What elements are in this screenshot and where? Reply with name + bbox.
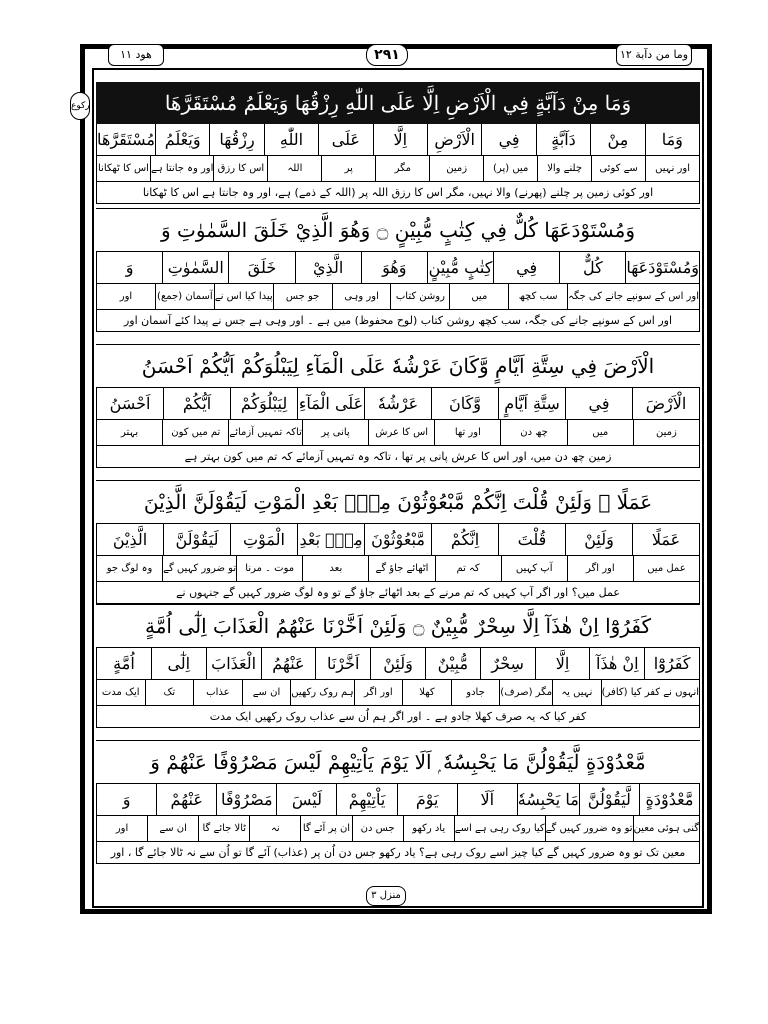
arabic-word-cell: اللّٰهِ xyxy=(265,124,319,156)
arabic-word-cell: اِلَّا xyxy=(536,648,591,680)
arabic-word-cell: اِنَّكُمْ xyxy=(432,524,499,556)
urdu-translation-line: اور اس کے سونپے جانے کی جگہ، سب کچھ روشن کتاب (لوح محفوظ) میں ہے ۔ اور وہی ہے جس نے پیدا کئے آسمان اور xyxy=(96,310,700,332)
arabic-word-cell: مَصْرُوْفًا xyxy=(217,784,277,816)
page-number: ٢٩١ xyxy=(366,44,408,66)
arabic-word-cell: اِلٰٓى xyxy=(152,648,207,680)
ayah-block xyxy=(96,344,700,468)
meaning-row xyxy=(96,680,700,706)
arabic-word-cell: دَآبَّةٍ xyxy=(537,124,591,156)
urdu-meaning-cell: آسمان (جمع) xyxy=(156,284,215,310)
arabic-word-cell: وَيَعْلَمُ xyxy=(156,124,210,156)
urdu-meaning-cell: کیا روک رہی ہے اسے xyxy=(455,816,546,842)
meaning-row xyxy=(96,284,700,310)
arabic-word-cell: سِتَّةِ اَيَّامٍ xyxy=(499,388,566,420)
urdu-meaning-cell: چھ دن xyxy=(501,420,567,446)
urdu-meaning-cell: انہوں نے کفر کیا (کافر) xyxy=(602,680,700,706)
urdu-meaning-cell: بعد xyxy=(303,556,369,582)
ayah-arabic-line: مَّعْدُوْدَةٍ لَّيَقُوْلُنَّ مَا يَحْبِسُهٗ ۭ اَلَا يَوْمَ يَاْتِيْهِمْ لَيْسَ مَصْرُوْفًا عَنْهُمْ وَ xyxy=(96,740,700,784)
word-row xyxy=(96,124,700,156)
urdu-translation-line: عمل میں؟ اور اگر آپ کہیں کہ تم مرنے کے بعد اٹھائے جاؤ گے تو وہ لوگ ضرور کہیں گے جنہوں نے xyxy=(96,582,700,604)
urdu-meaning-cell: ان سے xyxy=(243,680,292,706)
urdu-meaning-cell: آپ کہیں xyxy=(502,556,568,582)
arabic-word-cell: يَاْتِيْهِمْ xyxy=(337,784,397,816)
arabic-word-cell: فِي xyxy=(494,252,560,284)
meaning-row xyxy=(96,156,700,182)
ayah-arabic-line: الْاَرْضَ فِي سِتَّةِ اَيَّامٍ وَّكَانَ عَرْشُهٗ عَلَى الْمَآءِ لِيَبْلُوَكُمْ اَيُّكُمْ اَحْسَنُ xyxy=(96,344,700,388)
arabic-word-cell: رِزْقُهَا xyxy=(210,124,264,156)
urdu-translation-line: معین تک تو وہ ضرور کہیں گے کیا چیز اسے روک رہی ہے؟ یاد رکھو جس دن اُن پر (عذاب) آئے گا تو اُن سے نہ ٹالا جائے گا ، اور xyxy=(96,842,700,864)
arabic-word-cell: سِحْرٌ xyxy=(481,648,536,680)
arabic-word-cell: الَّذِيْ xyxy=(296,252,362,284)
arabic-word-cell: وَ xyxy=(97,252,163,284)
urdu-meaning-cell: کہ تم xyxy=(436,556,502,582)
urdu-meaning-cell: تم میں کون xyxy=(163,420,229,446)
urdu-meaning-cell: اور اگر xyxy=(568,556,634,582)
urdu-meaning-cell: اور نہیں xyxy=(646,156,700,182)
arabic-word-cell: مُّبِيْنٌ xyxy=(426,648,481,680)
arabic-word-cell: قُلْتَ xyxy=(499,524,566,556)
urdu-meaning-cell: اللہ xyxy=(268,156,322,182)
arabic-word-cell: لِيَبْلُوَكُمْ xyxy=(231,388,298,420)
arabic-word-cell: وَهُوَ xyxy=(362,252,428,284)
urdu-meaning-cell: اور xyxy=(97,284,156,310)
urdu-meaning-cell: چلنے والا xyxy=(538,156,592,182)
urdu-meaning-cell: اور وہ جانتا ہے xyxy=(151,156,214,182)
urdu-meaning-cell: مگر xyxy=(376,156,430,182)
arabic-word-cell: مِنْۢ بَعْدِ xyxy=(298,524,365,556)
arabic-word-cell: الْاَرْضَ xyxy=(633,388,700,420)
word-row xyxy=(96,648,700,680)
urdu-meaning-cell: کھلا xyxy=(403,680,452,706)
urdu-meaning-cell: جس دن xyxy=(353,816,404,842)
arabic-word-cell: يَوْمَ xyxy=(398,784,458,816)
urdu-meaning-cell: میں xyxy=(450,284,509,310)
ayah-arabic-line: كَفَرُوْٓا اِنْ هٰذَآ اِلَّا سِحْرٌ مُّبِيْنٌ ۝ وَلَئِنْ اَخَّرْنَا عَنْهُمُ الْعَذَابَ اِلٰٓى اُمَّةٍ xyxy=(96,604,700,648)
arabic-word-cell: عَلَى xyxy=(319,124,373,156)
urdu-meaning-cell: اس کا عرش xyxy=(369,420,435,446)
urdu-meaning-cell: ایک مدت xyxy=(97,680,146,706)
urdu-meaning-cell: سب کچھ xyxy=(509,284,568,310)
meaning-row xyxy=(96,816,700,842)
manzil-label: منزل ٣ xyxy=(366,886,406,906)
urdu-meaning-cell: اس کا ٹھکانا xyxy=(97,156,151,182)
arabic-word-cell: لَيَقُوْلَنَّ xyxy=(164,524,231,556)
arabic-word-cell: الْعَذَابَ xyxy=(207,648,262,680)
arabic-word-cell: فِي xyxy=(482,124,536,156)
urdu-meaning-cell: پر xyxy=(322,156,376,182)
urdu-meaning-cell: تو ضرور کہیں گے xyxy=(163,556,237,582)
urdu-meaning-cell: وہ لوگ جو xyxy=(97,556,163,582)
arabic-word-cell: السَّمٰوٰتِ xyxy=(163,252,229,284)
arabic-word-cell: اَحْسَنُ xyxy=(97,388,164,420)
urdu-meaning-cell: تاکہ تمہیں آزمائے xyxy=(229,420,303,446)
arabic-word-cell: الْمَوْتِ xyxy=(231,524,298,556)
urdu-meaning-cell: پانی پر xyxy=(303,420,369,446)
meaning-row xyxy=(96,556,700,582)
urdu-meaning-cell: تو وہ ضرور کہیں گے xyxy=(546,816,634,842)
arabic-word-cell: وَّكَانَ xyxy=(432,388,499,420)
urdu-meaning-cell: اور اس کے سونپے جانے کی جگہ xyxy=(568,284,700,310)
arabic-word-cell: كَفَرُوْٓا xyxy=(645,648,700,680)
urdu-meaning-cell: جو جس xyxy=(274,284,333,310)
arabic-word-cell: مَّبْعُوْثُوْنَ xyxy=(365,524,432,556)
arabic-word-cell: وَ xyxy=(97,784,157,816)
ayah-arabic-line: وَمَا مِنْ دَآبَّةٍ فِي الْاَرْضِ اِلَّا عَلَى اللّٰهِ رِزْقُهَا وَيَعْلَمُ مُسْتَقَرَّهَا xyxy=(96,82,700,124)
urdu-meaning-cell: اور تھا xyxy=(435,420,501,446)
urdu-meaning-cell: اور وہی xyxy=(333,284,392,310)
word-row xyxy=(96,388,700,420)
word-row xyxy=(96,252,700,284)
word-row xyxy=(96,524,700,556)
arabic-word-cell: كِتٰبٍ مُّبِيْنٍ xyxy=(428,252,494,284)
urdu-meaning-cell: بہتر xyxy=(97,420,163,446)
urdu-meaning-cell: پیدا کیا اس نے xyxy=(215,284,274,310)
juz-name-label: وما من دآبة ١٢ xyxy=(616,44,692,66)
urdu-meaning-cell: ان سے xyxy=(148,816,199,842)
arabic-word-cell: اَلَا xyxy=(458,784,518,816)
ayah-block xyxy=(96,740,700,864)
word-row xyxy=(96,784,700,816)
arabic-word-cell: عَنْهُمُ xyxy=(262,648,317,680)
ayah-arabic-line: وَمُسْتَوْدَعَهَا كُلٌّ فِي كِتٰبٍ مُّبِيْنٍ ۝ وَهُوَ الَّذِيْ خَلَقَ السَّمٰوٰتِ وَ xyxy=(96,208,700,252)
urdu-meaning-cell: ہم روک رکھیں xyxy=(291,680,354,706)
urdu-meaning-cell: یاد رکھو xyxy=(404,816,455,842)
arabic-word-cell: الَّذِيْنَ xyxy=(97,524,164,556)
ayah-block xyxy=(96,208,700,332)
urdu-meaning-cell: ٹالا جائے گا xyxy=(199,816,250,842)
arabic-word-cell: وَلَئِنْ xyxy=(371,648,426,680)
arabic-word-cell: كُلٌّ xyxy=(560,252,626,284)
urdu-meaning-cell: زمین xyxy=(634,420,700,446)
ayah-arabic-line: عَمَلًا ۭ وَلَئِنْ قُلْتَ اِنَّكُمْ مَّبْعُوْثُوْنَ مِنْۢ بَعْدِ الْمَوْتِ لَيَقُوْلَنَّ الَّذِيْنَ xyxy=(96,480,700,524)
arabic-word-cell: مَّعْدُوْدَةٍ xyxy=(640,784,700,816)
urdu-meaning-cell: روشن کتاب xyxy=(391,284,450,310)
arabic-word-cell: الْاَرْضِ xyxy=(428,124,482,156)
urdu-meaning-cell: میں (پر) xyxy=(484,156,538,182)
surah-name-label: هود ١١ xyxy=(108,44,164,66)
ayah-block xyxy=(96,604,700,728)
ayah-block xyxy=(96,480,700,604)
arabic-word-cell: لَّيَقُوْلُنَّ xyxy=(580,784,640,816)
meaning-row xyxy=(96,420,700,446)
urdu-meaning-cell: تک xyxy=(146,680,195,706)
urdu-meaning-cell: اور xyxy=(97,816,148,842)
arabic-word-cell: مُسْتَقَرَّهَا xyxy=(97,124,156,156)
arabic-word-cell: اَيُّكُمْ xyxy=(164,388,231,420)
arabic-word-cell: وَمَا xyxy=(646,124,700,156)
urdu-meaning-cell: نہ xyxy=(250,816,301,842)
urdu-meaning-cell: سے کوئی xyxy=(592,156,646,182)
urdu-meaning-cell: مگر (صرف) xyxy=(500,680,553,706)
arabic-word-cell: مَا يَحْبِسُهٗ xyxy=(518,784,580,816)
urdu-meaning-cell: موت ۔ مرنا xyxy=(237,556,303,582)
urdu-meaning-cell: میں xyxy=(568,420,634,446)
urdu-meaning-cell: جادو xyxy=(452,680,501,706)
arabic-word-cell: وَمُسْتَوْدَعَهَا xyxy=(626,252,700,284)
urdu-translation-line: اور کوئی زمین پر چلنے (پھرنے) والا نہیں، مگر اس کا رزق اللہ پر (اللہ کے ذمے) ہے، اور وہ جانتا ہے اس کا ٹھکانا xyxy=(96,182,700,204)
arabic-word-cell: اِنْ هٰذَآ xyxy=(590,648,645,680)
urdu-meaning-cell: اٹھائے جاؤ گے xyxy=(369,556,435,582)
ruku-medallion: ركوع xyxy=(70,92,90,120)
arabic-word-cell: اَخَّرْنَا xyxy=(316,648,371,680)
urdu-meaning-cell: عذاب xyxy=(194,680,243,706)
urdu-meaning-cell: زمین xyxy=(430,156,484,182)
arabic-word-cell: عَلَى الْمَآءِ xyxy=(298,388,365,420)
urdu-meaning-cell: نہیں یہ xyxy=(553,680,602,706)
urdu-meaning-cell: اور اگر xyxy=(355,680,404,706)
ayah-block xyxy=(96,82,700,204)
arabic-word-cell: عَرْشُهٗ xyxy=(365,388,432,420)
arabic-word-cell: اُمَّةٍ xyxy=(97,648,152,680)
urdu-translation-line: زمین چھ دن میں، اور اس کا عرش پانی پر تھا ، تاکہ وہ تمہیں آزمائے کہ تم میں کون بہتر ہے xyxy=(96,446,700,468)
urdu-meaning-cell: ان پر آئے گا xyxy=(301,816,352,842)
urdu-meaning-cell: عمل میں xyxy=(634,556,700,582)
arabic-word-cell: عَمَلًا xyxy=(633,524,700,556)
arabic-word-cell: وَلَئِنْ xyxy=(566,524,633,556)
urdu-meaning-cell: اس کا رزق xyxy=(214,156,268,182)
arabic-word-cell: لَيْسَ xyxy=(277,784,337,816)
arabic-word-cell: عَنْهُمْ xyxy=(157,784,217,816)
urdu-translation-line: کفر کیا کہ یہ صرف کھلا جادو ہے ۔ اور اگر ہم اُن سے عذاب روک رکھیں ایک مدت xyxy=(96,706,700,728)
urdu-meaning-cell: گنی ہوئی معین xyxy=(634,816,700,842)
arabic-word-cell: اِلَّا xyxy=(374,124,428,156)
arabic-word-cell: مِنْ xyxy=(591,124,645,156)
arabic-word-cell: خَلَقَ xyxy=(229,252,295,284)
arabic-word-cell: فِي xyxy=(566,388,633,420)
